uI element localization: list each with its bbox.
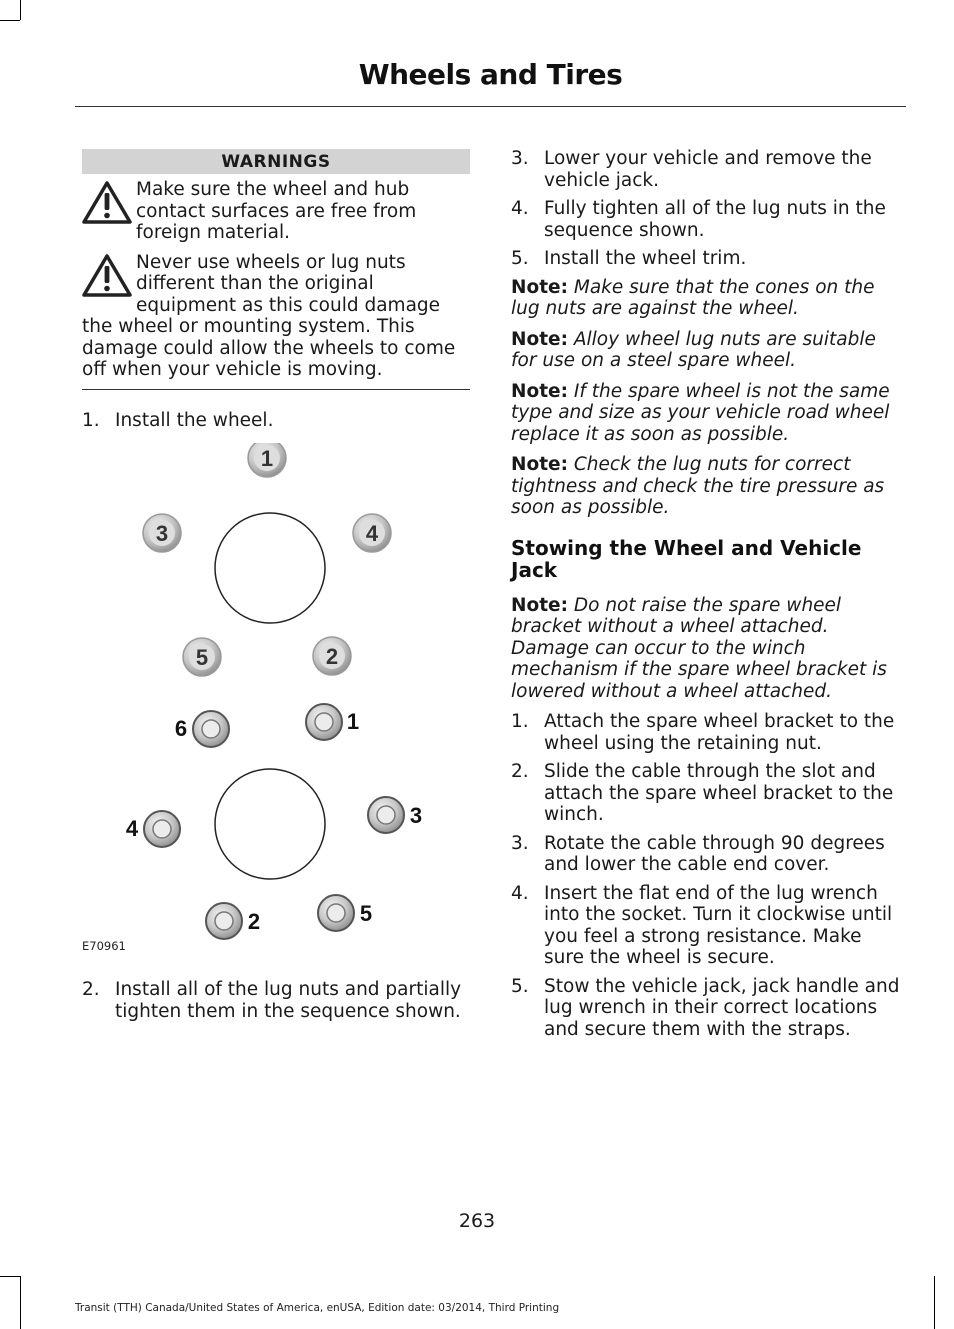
- note-text: Make sure that the cones on the lug nuts are against the wheel.: [511, 276, 875, 319]
- list-item: [511, 761, 903, 826]
- crop-mark: [0, 20, 20, 21]
- note-label: Note:: [511, 276, 568, 298]
- step-text: Install the wheel trim.: [544, 248, 747, 269]
- crop-mark: [0, 1276, 20, 1277]
- note-label: Note:: [511, 328, 568, 350]
- page-title: Wheels and Tires: [358, 58, 623, 91]
- step-text: Stow the vehicle jack, jack handle and lug wrench in their correct locations and secure them with the straps.: [544, 975, 900, 1040]
- step-number: 2.: [82, 979, 100, 1000]
- lug-nut-icon: [318, 895, 354, 931]
- crop-mark: [20, 1276, 21, 1329]
- list-item: [511, 711, 903, 754]
- warning-text: Never use wheels or lug nuts different than the original equipment as this could damage the wheel or mounting system. This damage could allow the wheels to come off when your vehicle is moving.: [82, 251, 456, 380]
- lug-nut-icon: [144, 811, 180, 847]
- note-text: If the spare wheel is not the same type and size as your vehicle road wheel replace it as soon as possible.: [511, 380, 890, 445]
- nut-label-six-2: 2: [247, 909, 261, 934]
- step-text: Lower your vehicle and remove the vehicle jack.: [544, 148, 872, 191]
- list-item: [511, 976, 903, 1041]
- warning-triangle-icon: [82, 254, 132, 298]
- step-number: 3.: [511, 148, 529, 169]
- page-number: 263: [458, 1210, 496, 1232]
- note-text: Do not raise the spare wheel bracket without a wheel attached. Damage can occur to the winch mechanism if the spare wheel bracket is lowered without a wheel attached.: [511, 594, 887, 702]
- left-column: [82, 148, 470, 1029]
- lug-nut-icon: [193, 711, 229, 747]
- step-text: Install all of the lug nuts and partially tighten them in the sequence shown.: [115, 979, 462, 1022]
- warning-text: Make sure the wheel and hub contact surfaces are free from foreign material.: [136, 179, 417, 243]
- diagram-graphic: [82, 443, 470, 973]
- footer-text: Transit (TTH) Canada/United States of America, enUSA, Edition date: 03/2014, Third Printing: [75, 1302, 560, 1314]
- note-text: Alloy wheel lug nuts are suitable for use on a steel spare wheel.: [511, 328, 876, 371]
- note: [511, 381, 903, 446]
- crop-mark: [934, 1276, 935, 1329]
- lug-nut-sequence-diagram: [82, 443, 470, 973]
- section-heading: Stowing the Wheel and Vehicle Jack: [511, 535, 862, 582]
- figure-code: E70961: [82, 939, 126, 953]
- wheel-hub-circle: [215, 513, 325, 623]
- note-label: Note:: [511, 594, 568, 616]
- nut-label-six-5: 5: [359, 901, 373, 926]
- nut-label-six-6: 6: [174, 716, 188, 741]
- nut-label-six-1: 1: [346, 709, 360, 734]
- note-label: Note:: [511, 454, 568, 475]
- list-item: [82, 979, 470, 1022]
- nut-label-six-3: 3: [409, 803, 423, 828]
- nut-label-five-2: 2: [325, 644, 339, 669]
- list-item: [511, 198, 903, 241]
- step-number: 3.: [511, 832, 529, 854]
- warning-triangle-icon: [82, 181, 132, 225]
- note: [511, 277, 903, 320]
- step-number: 4.: [511, 198, 529, 219]
- crop-mark: [20, 0, 21, 20]
- step-text: Rotate the cable through 90 degrees and lower the cable end cover.: [544, 832, 885, 875]
- list-item: [511, 148, 903, 191]
- lug-nut-icon: [306, 704, 342, 740]
- right-column: [511, 148, 903, 1047]
- step-number: 5.: [511, 248, 529, 269]
- list-item: [511, 883, 903, 969]
- warnings-divider: [82, 389, 470, 390]
- warning-item: [82, 252, 470, 381]
- lug-nut-icon: [368, 797, 404, 833]
- note: [511, 595, 903, 703]
- step-text: Attach the spare wheel bracket to the wheel using the retaining nut.: [544, 711, 895, 754]
- step-number: 2.: [511, 761, 529, 782]
- step-number: 1.: [511, 711, 529, 732]
- lug-nut-icon: [206, 903, 242, 939]
- warnings-heading: WARNINGS: [82, 149, 470, 174]
- note-text: Check the lug nuts for correct tightness and check the tire pressure as soon as possible.: [511, 454, 885, 518]
- nut-label-five-1: 1: [260, 446, 274, 471]
- note: [511, 454, 903, 519]
- list-item: [82, 410, 470, 432]
- step-text: Install the wheel.: [115, 409, 274, 431]
- nut-label-five-5: 5: [195, 645, 209, 670]
- nut-label-six-4: 4: [125, 816, 139, 841]
- step-text: Fully tighten all of the lug nuts in the sequence shown.: [544, 198, 886, 241]
- list-item: [511, 248, 903, 270]
- warning-item: [82, 179, 470, 244]
- step-number: 4.: [511, 882, 529, 904]
- title-divider: [75, 106, 906, 107]
- nut-label-five-3: 3: [155, 521, 169, 546]
- nut-label-five-4: 4: [365, 521, 379, 546]
- wheel-hub-circle: [215, 769, 325, 879]
- note-label: Note:: [511, 380, 568, 402]
- note: [511, 329, 903, 372]
- list-item: [511, 833, 903, 876]
- step-number: 1.: [82, 409, 100, 431]
- step-text: Insert the flat end of the lug wrench into the socket. Turn it clockwise until you feel a strong resistance. Make sure the wheel is secure.: [544, 882, 893, 968]
- step-number: 5.: [511, 975, 529, 997]
- step-text: Slide the cable through the slot and attach the spare wheel bracket to the winch.: [544, 761, 894, 825]
